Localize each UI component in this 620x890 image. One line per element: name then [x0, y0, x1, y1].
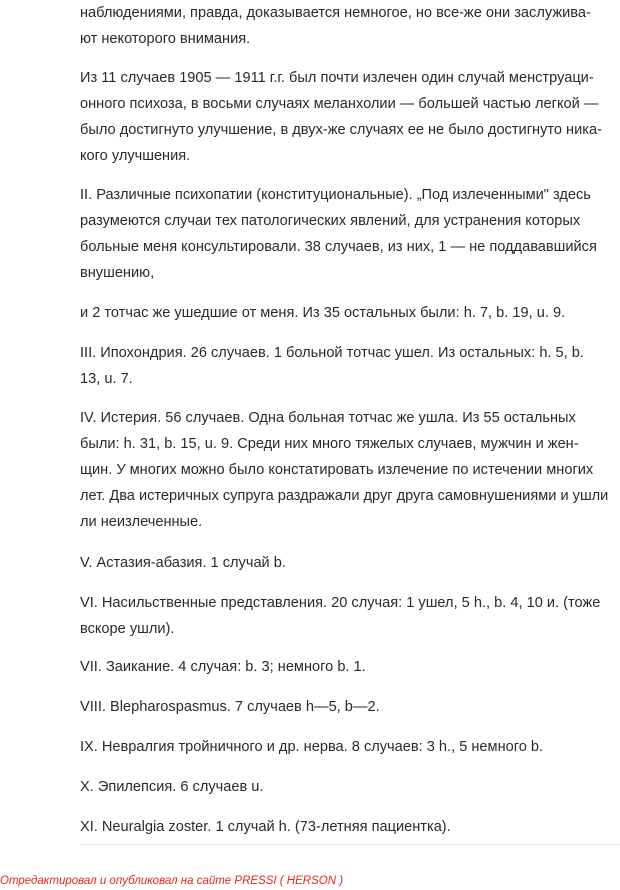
paragraph	[80, 550, 620, 576]
text-line: наблюдениями, правда, доказывается немногое, но все-же они заслужива-	[80, 5, 591, 21]
text-line: II. Различные психопатии (конституциональные). „Под излеченными" здесь	[80, 187, 591, 203]
text-line: VII. Заикание. 4 случая: b. 3; немного b. 1.	[80, 659, 366, 675]
text-line: XI. Neuralgia zoster. 1 случай h. (73-летняя пациентка).	[80, 819, 451, 835]
text-line: III. Ипохондрия. 26 случаев. 1 больной тотчас ушел. Из остальных: h. 5, b.	[80, 345, 584, 361]
paragraph	[80, 340, 620, 392]
text-line: вскоре ушли).	[80, 621, 175, 637]
paragraph	[80, 734, 620, 760]
paragraph	[80, 694, 620, 720]
text-line: лет. Два истеричных супруга раздражали друг друга самовнушениями и ушли	[80, 488, 609, 504]
text-line: было достигнуто улучшение, в двух-же случаях ее не было достигнуто ника-	[80, 122, 602, 138]
text-line: V. Астазия-абазия. 1 случай b.	[80, 555, 286, 571]
page-divider	[80, 844, 620, 845]
text-line: IV. Истерия. 56 случаев. Одна больная тотчас же ушла. Из 55 остальных	[80, 410, 576, 426]
text-line: ют некоторого внимания.	[80, 31, 251, 47]
text-line: кого улучшения.	[80, 148, 191, 164]
text-line: были: h. 31, b. 15, u. 9. Среди них много тяжелых случаев, мужчин и жен-	[80, 436, 579, 452]
text-line: щин. У многих можно было констатировать излечение по истечении многих	[80, 462, 594, 478]
paragraph	[80, 65, 620, 169]
text-line: и 2 тотчас же ушедшие от меня. Из 35 остальных были: h. 7, b. 19, u. 9.	[80, 305, 566, 321]
text-line: VI. Насильственные представления. 20 случая: 1 ушел, 5 h., b. 4, 10 и. (тоже	[80, 595, 601, 611]
text-line: VIII. Blepharospasmus. 7 случаев h—5, b—2.	[80, 699, 380, 715]
paragraph	[80, 405, 620, 535]
text-line: внушению,	[80, 265, 155, 281]
text-line: разумеются случаи тех патологических явлений, для устранения которых	[80, 213, 581, 229]
paragraph	[80, 182, 620, 286]
text-line: X. Эпилепсия. 6 случаев u.	[80, 779, 264, 795]
document-page	[80, 0, 620, 844]
paragraph	[80, 814, 620, 840]
text-line: IX. Невралгия тройничного и др. нерва. 8 случаев: 3 h., 5 немного b.	[80, 739, 544, 755]
text-line: Из 11 случаев 1905 — 1911 г.г. был почти излечен один случай менструаци-	[80, 70, 594, 86]
paragraph	[80, 0, 620, 52]
paragraph	[80, 590, 620, 642]
text-line: больные меня консультировали. 38 случаев, из них, 1 — не поддававшийся	[80, 239, 597, 255]
paragraph	[80, 774, 620, 800]
text-line: ли неизлеченные.	[80, 514, 203, 530]
text-line: онного психоза, в восьми случаях меланхолии — большей частью легкой —	[80, 96, 599, 112]
footer-credit: Отредактировал и опубликовал на сайте PRESSI ( HERSON )	[0, 875, 344, 887]
text-line: 13, u. 7.	[80, 371, 133, 387]
paragraph	[80, 654, 620, 680]
paragraph	[80, 300, 620, 326]
